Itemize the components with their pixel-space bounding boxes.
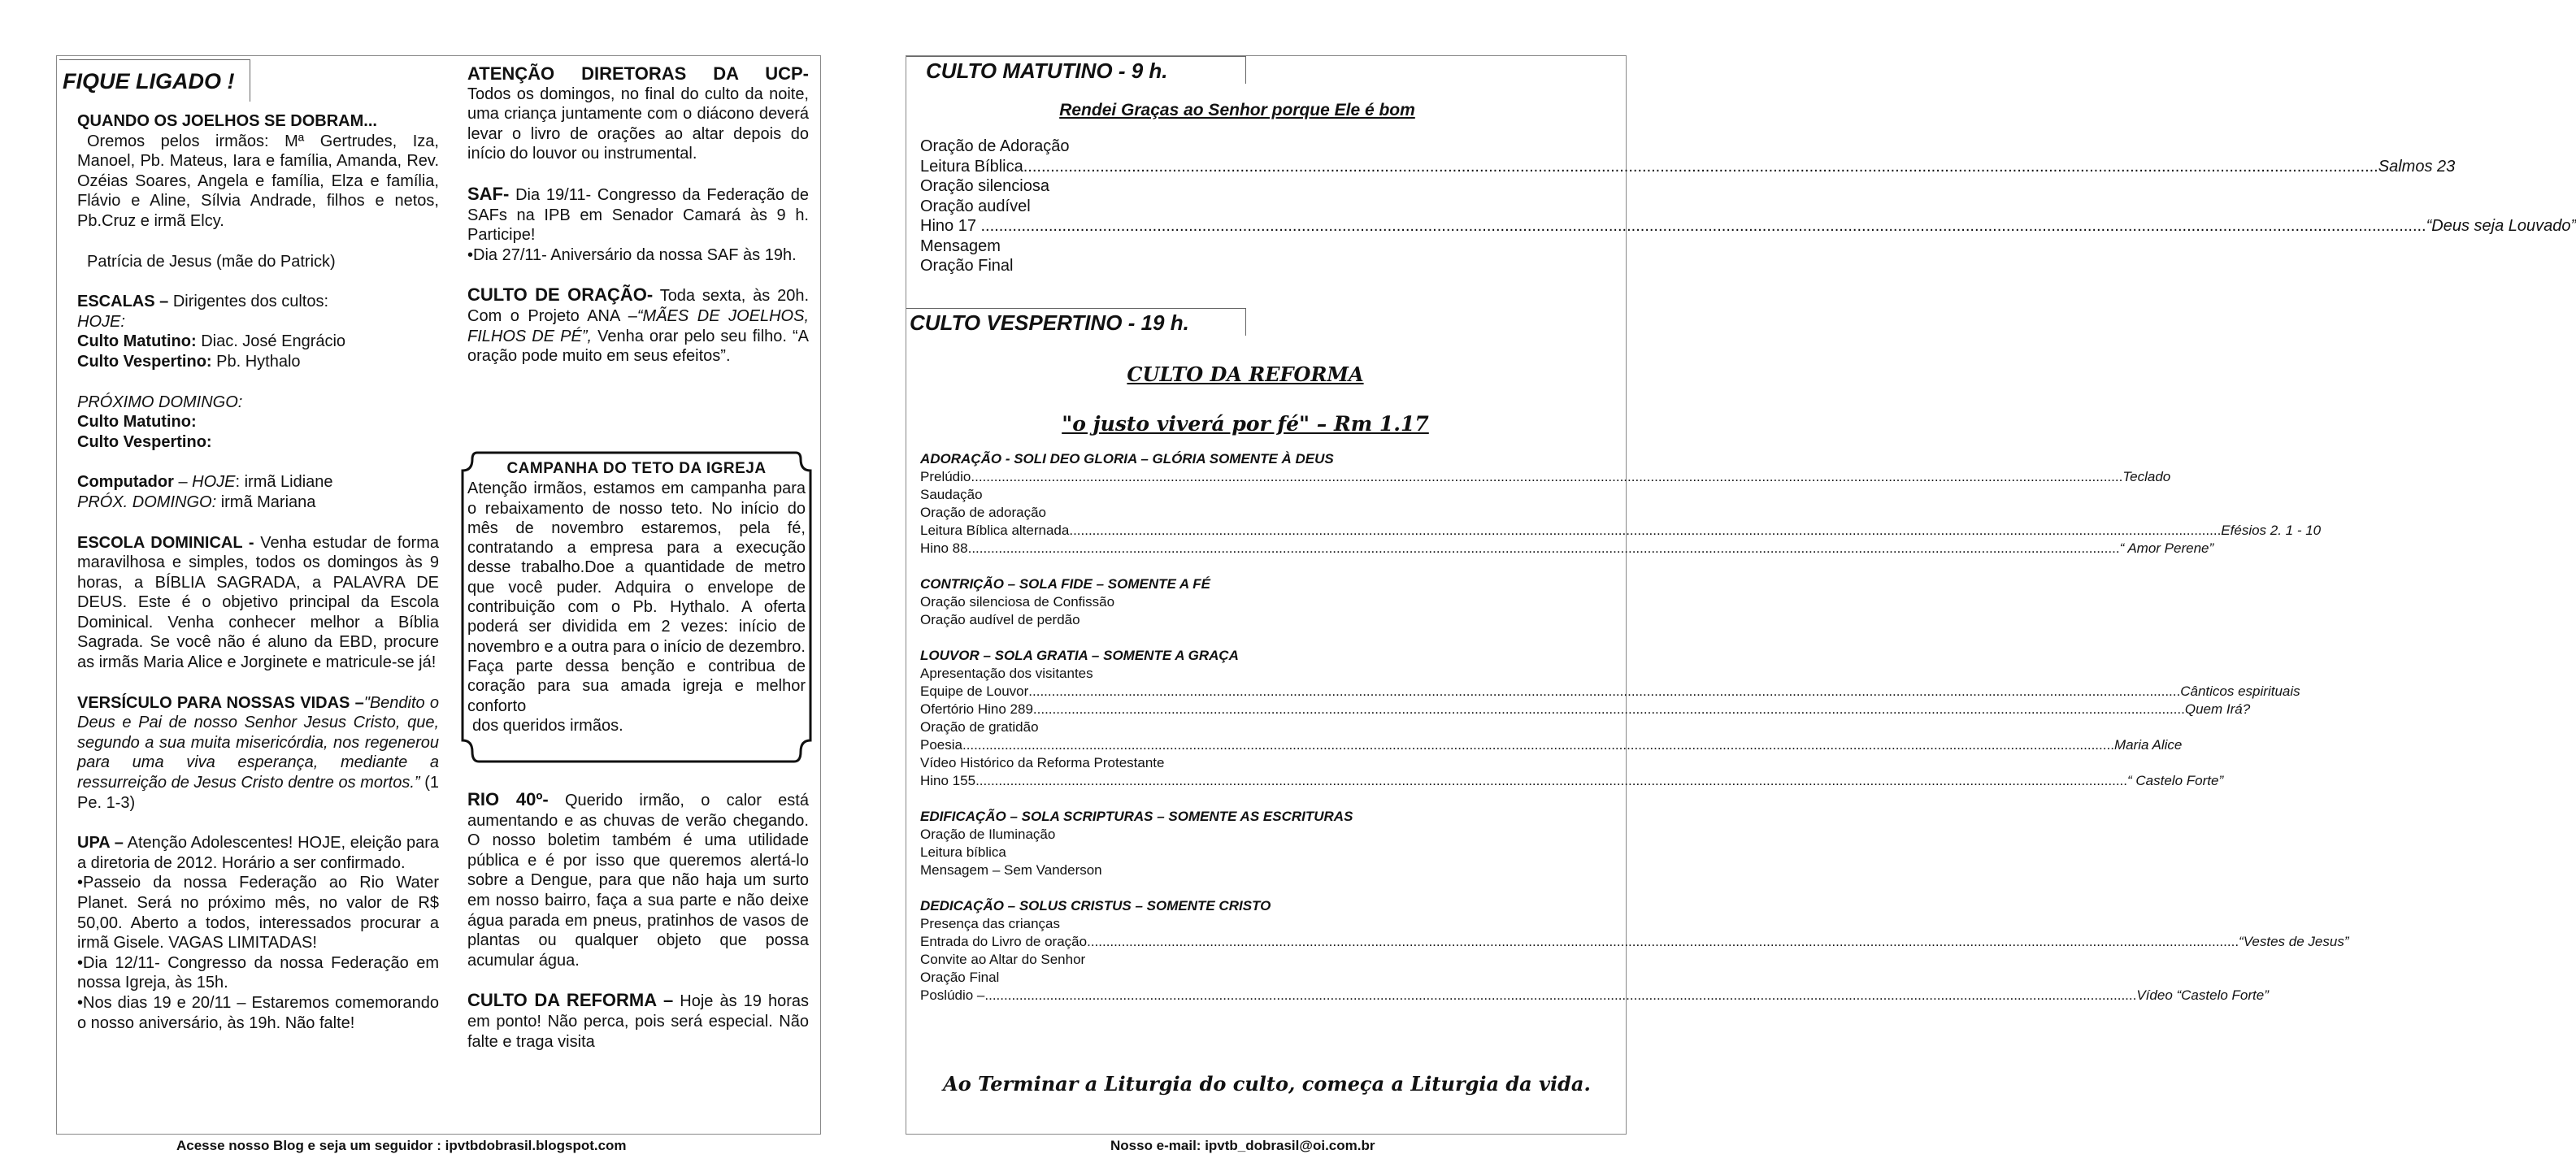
saf-title: SAF- <box>467 183 510 204</box>
rio-title: RIO 40º- <box>467 789 549 809</box>
computador-prox: PRÓX. DOMINGO: <box>77 493 217 511</box>
upa-bullet-3: •Nos dias 19 e 20/11 – Estaremos comemorando o nosso aniversário, às 19h. Não falte! <box>77 993 439 1032</box>
order-item-label: Oração audível de perdão <box>920 612 1080 627</box>
blog-footer: Acesse nosso Blog e seja um seguidor : ipvtbdobrasil.blogspot.com <box>176 1138 627 1153</box>
order-item-label: Presença das crianças <box>920 916 1060 931</box>
liturgy-section-title: EDIFICAÇÃO – SOLA SCRIPTURAS – SOMENTE AS ESCRITURAS <box>920 809 1353 824</box>
order-item-label: Hino 155 <box>920 773 976 788</box>
order-item-label: Hino 17 .................... <box>920 217 1071 235</box>
leader-dots: ............................................................................................................................................................................................................................................................................................................ <box>1023 157 2378 176</box>
order-item <box>920 736 2183 754</box>
computador-hoje-value: : irmã Lidiane <box>235 473 333 492</box>
liturgy-section-title: LOUVOR – SOLA GRATIA – SOMENTE A GRAÇA <box>920 648 1239 663</box>
email-footer: Nosso e-mail: ipvtb_dobrasil@oi.com.br <box>1110 1138 1375 1153</box>
order-item-value: Quem Irá? <box>2184 701 2251 717</box>
order-item <box>920 969 1558 987</box>
matutino-banner: CULTO MATUTINO - 9 h. <box>906 56 1246 84</box>
leader-dots: ............................................................................................................................................................................................................................................................................................................ <box>984 987 2137 1003</box>
ucp-title: ATENÇÃO DIRETORAS DA UCP- <box>467 63 809 84</box>
reforma-culto-title: CULTO DA REFORMA <box>1127 362 1364 386</box>
versiculo-ref: (1 Pe. 1-3) <box>77 774 439 812</box>
oracao-quote: “MÃES DE JOELHOS, FILHOS DE PÉ”, <box>467 306 809 345</box>
versiculo-quote: "Bendito o Deus e Pai de nosso Senhor Jesus Cristo, que, segundo a sua muita misericórdia, nos regenerou para uma viva esperança, mediante a ressurreição de Jesus Cristo dentre os mortos.” <box>77 693 439 792</box>
leader-dots: ............................................................................................................................................................................................................................................................................................................ <box>1028 683 2181 699</box>
order-item <box>920 522 2322 540</box>
rio-text: Querido irmão, o calor está aumentando e as chuvas de verão chegando. O nosso boletim também é uma utilidade pública e é por isso que queremos alertá-lo sobre a Dengue, para que não haja um surto em nosso bairro, faça a sua parte e não deixe água parada em pneus, pratinhos de vasos de plantas ou qualquer objeto que possa acumular água. <box>467 792 809 970</box>
upa-bullet-1: •Passeio da nossa Federação ao Rio Water Planet. Será no próximo mês, no valor de R$ 50,00. Aberto a todos, interessados procurar a irmã Gisele. VAGAS LIMITADAS! <box>77 874 439 953</box>
left-column <box>77 111 439 1033</box>
fique-ligado-heading: FIQUE LIGADO ! <box>59 59 250 102</box>
order-item <box>920 197 1546 217</box>
order-item <box>920 826 1558 844</box>
order-item <box>920 683 2300 701</box>
order-item-label: Oração de Iluminação <box>920 827 1056 842</box>
order-item-label: Mensagem – Sem Vanderson <box>920 862 1102 878</box>
order-item-label: Poslúdio – <box>920 987 985 1003</box>
order-item-label: Equipe de Louvor <box>920 683 1029 699</box>
oracao-title: CULTO DE ORAÇÃO- <box>467 284 654 306</box>
left-page <box>56 55 821 1135</box>
liturgy-order <box>920 450 2349 1005</box>
leader-dots: ............................................................................................................................................................................................................................................................................................................ <box>962 737 2114 753</box>
reforma-verse: "o justo viverá por fé" – Rm 1.17 <box>1062 412 1429 436</box>
computador-label: Computador <box>77 473 174 492</box>
order-item-label: Oração Final <box>920 257 1014 275</box>
saf-section <box>467 184 809 265</box>
computador-dash: – <box>178 473 188 492</box>
right-page <box>906 55 2576 1135</box>
order-item-label: Oração silenciosa de Confissão <box>920 594 1115 610</box>
order-item-label: Oração de Adoração <box>920 137 1070 155</box>
oracao-text-2: Venha orar pelo seu filho. “A oração pode muito em seus efeitos”. <box>467 327 810 366</box>
prayer-section <box>77 111 439 232</box>
ucp-text: Todos os domingos, no final do culto da noite, uma criança juntamente com o diácono deverá levar o livro de orações ao altar depois do início do louvor ou instrumental. <box>467 85 809 163</box>
reforma-title: CULTO DA REFORMA – <box>467 990 674 1011</box>
saf-text: Dia 19/11- Congresso da Federação de SAFs na IPB em Senador Camará às 9 h. Participe! <box>467 185 810 245</box>
escalas-title: ESCALAS – <box>77 293 169 311</box>
campanha-content <box>467 459 806 736</box>
escola-section <box>77 533 439 673</box>
order-item-value: Efésios 2. 1 - 10 <box>2221 523 2322 538</box>
liturgy-section-title: CONTRIÇÃO – SOLA FIDE – SOMENTE A FÉ <box>920 576 1211 592</box>
liturgy-section-title: DEDICAÇÃO – SOLUS CRISTUS – SOMENTE CRISTO <box>920 898 1271 913</box>
order-item-label: Prelúdio <box>920 469 971 484</box>
escalas-subtitle: Dirigentes dos cultos: <box>172 293 329 311</box>
order-item-value: “ Amor Perene” <box>2119 540 2214 556</box>
escala-vespertino-value: Pb. Hythalo <box>216 352 301 371</box>
campanha-title: CAMPANHA DO TETO DA IGREJA <box>506 460 767 477</box>
escola-title: ESCOLA DOMINICAL - <box>77 533 254 552</box>
order-item <box>920 611 1558 629</box>
saf-bullet-1: •Dia 27/11- Aniversário da nossa SAF às 19h. <box>467 245 797 264</box>
order-item <box>920 915 1558 933</box>
versiculo-section <box>77 693 439 814</box>
order-item <box>920 486 1558 504</box>
escalas-hoje: HOJE: <box>77 312 125 331</box>
escala-prox-matutino: Culto Matutino: <box>77 413 197 432</box>
matutino-order <box>920 137 2576 276</box>
escala-prox-vespertino: Culto Vespertino: <box>77 432 212 451</box>
order-item <box>920 157 2456 177</box>
order-item-value: Teclado <box>2122 469 2171 484</box>
leader-dots: ............................................................................................................................................................................................................................................................................................................ <box>971 469 2123 484</box>
order-item-label: Leitura bíblica <box>920 844 1006 860</box>
order-item-value: Cânticos espirituais <box>2180 683 2300 699</box>
right-column <box>467 64 809 387</box>
order-item <box>920 951 1558 969</box>
oracao-section <box>467 285 809 366</box>
order-item-label: Hino 88 <box>920 540 968 556</box>
order-item-value: “Deus seja Louvado” <box>2426 217 2576 235</box>
matutino-theme: Rendei Graças ao Senhor porque Ele é bom <box>1059 101 1415 119</box>
ucp-section <box>467 64 809 164</box>
prayer-text: Oremos pelos irmãos: Mª Gertrudes, Iza, Manoel, Pb. Mateus, Iara e família, Amanda, Rev. Ozéias Soares, Angela e família, Elza e família, Flávio e Aline, Sílvia Andrade, filhos e netos, Pb.Cruz e irmã Elcy. <box>77 132 439 230</box>
order-item <box>920 754 1558 772</box>
computador-section <box>77 472 439 512</box>
escala-vespertino-label: Culto Vespertino: <box>77 352 212 371</box>
leader-dots: ............................................................................................................................................................................................................................................................................................................ <box>1071 217 2426 235</box>
order-item <box>920 504 1558 522</box>
leader-dots: ............................................................................................................................................................................................................................................................................................................ <box>1032 701 2185 717</box>
order-item-label: Mensagem <box>920 237 1001 255</box>
order-item-label: Saudação <box>920 487 983 502</box>
order-item-value: “Vestes de Jesus” <box>2239 934 2349 949</box>
versiculo-title: VERSÍCULO PARA NOSSAS VIDAS – <box>77 693 364 712</box>
order-item <box>920 468 2171 486</box>
escalas-proximo: PRÓXIMO DOMINGO: <box>77 393 243 411</box>
leader-dots: ............................................................................................................................................................................................................................................................................................................ <box>975 773 2128 788</box>
leader-dots: ............................................................................................................................................................................................................................................................................................................ <box>967 540 2120 556</box>
order-item <box>920 861 1558 879</box>
order-item-label: Apresentação dos visitantes <box>920 666 1093 681</box>
computador-prox-value: irmã Mariana <box>220 493 316 511</box>
order-item <box>920 237 1546 257</box>
order-item-label: Oração audível <box>920 197 1031 215</box>
order-item <box>920 718 1558 736</box>
escala-matutino-label: Culto Matutino: <box>77 332 197 351</box>
reforma-text: Hoje às 19 horas em ponto! Não perca, pois será especial. Não falte e traga visita <box>467 992 810 1051</box>
vespertino-body <box>920 362 2349 1005</box>
upa-section <box>77 833 439 1033</box>
upa-text: Atenção Adolescentes! HOJE, eleição para a diretoria de 2012. Horário a ser confirmado. <box>77 834 439 872</box>
vespertino-banner: CULTO VESPERTINO - 19 h. <box>906 308 1246 336</box>
order-item-label: Leitura Bíblica alternada <box>920 523 1070 538</box>
order-item <box>920 701 2251 718</box>
order-item <box>920 933 2349 951</box>
order-item-label: Convite ao Altar do Senhor <box>920 952 1086 967</box>
reforma-section <box>467 991 809 1052</box>
order-item-value: Vídeo “Castelo Forte” <box>2136 987 2269 1003</box>
order-item-value: Maria Alice <box>2113 737 2183 753</box>
liturgy-section-title: ADORAÇÃO - SOLI DEO GLORIA – GLÓRIA SOMENTE À DEUS <box>920 451 1334 466</box>
matutino-body <box>920 101 2576 276</box>
campanha-last: dos queridos irmãos. <box>472 716 623 735</box>
campanha-text: Atenção irmãos, estamos em campanha para o rebaixamento de nosso teto. No início do mês de novembro estaremos, pela fé, contratando a empresa para a execução desse trabalho.Doe a quantidade de metro que você puder. Adquira o envelope de contribuição com o Pb. Hythalo. A oferta poderá ser dividida em 2 vezes: início de novembro e a outra para o início de dezembro. Faça parte dessa benção e contribua de coração para sua amada igreja e melhor conforto <box>467 480 806 715</box>
order-item <box>920 772 2224 790</box>
order-item-label: Oração silenciosa <box>920 177 1049 195</box>
order-item <box>920 137 1546 157</box>
right-column-lower <box>467 790 809 1052</box>
closing-phrase: Ao Terminar a Liturgia do culto, começa a Liturgia da vida. <box>943 1072 1591 1096</box>
order-item <box>920 987 2269 1005</box>
order-item <box>920 665 1558 683</box>
prayer-title: QUANDO OS JOELHOS SE DOBRAM... <box>77 112 377 130</box>
leader-dots: ............................................................................................................................................................................................................................................................................................................ <box>1069 523 2222 538</box>
order-item-value: “ Castelo Forte” <box>2127 773 2224 788</box>
order-item-label: Vídeo Histórico da Reforma Protestante <box>920 755 1165 770</box>
order-item-value: Salmos 23 <box>2378 157 2456 176</box>
computador-hoje: HOJE <box>192 473 236 492</box>
order-item <box>920 216 2576 237</box>
campanha-box <box>461 451 812 765</box>
escalas-section <box>77 292 439 452</box>
escola-text: Venha estudar de forma maravilhosa e simples, todos os domingos às 9 horas, a BÍBLIA SAGRADA, a PALAVRA DE DEUS. Este é o objetivo principal da Escola Dominical. Venha conhecer melhor a Bíblia Sagrada. Se você não é aluno da EBD, procure as irmãs Maria Alice e Jorginete e matricule-se já! <box>77 533 439 672</box>
prayer-extra: Patrícia de Jesus (mãe do Patrick) <box>87 252 336 271</box>
order-item-label: Leitura Bíblica <box>920 157 1023 176</box>
order-item-label: Ofertório Hino 289 <box>920 701 1033 717</box>
escala-matutino-value: Diac. José Engrácio <box>201 332 346 351</box>
leader-dots: ............................................................................................................................................................................................................................................................................................................ <box>1087 934 2239 949</box>
upa-title: UPA – <box>77 834 124 853</box>
order-item <box>920 176 1546 197</box>
order-item <box>920 844 1558 861</box>
order-item <box>920 540 2214 558</box>
oracao-text-1: Toda sexta, às 20h. Com o Projeto ANA – <box>467 287 809 325</box>
rio-section <box>467 790 809 970</box>
upa-bullet-2: •Dia 12/11- Congresso da nossa Federação em nossa Igreja, às 15h. <box>77 953 439 992</box>
order-item-label: Oração Final <box>920 970 1000 985</box>
order-item-label: Oração de adoração <box>920 505 1046 520</box>
order-item-label: Oração de gratidão <box>920 719 1039 735</box>
order-item-label: Entrada do Livro de oração <box>920 934 1088 949</box>
order-item <box>920 593 1558 611</box>
order-item <box>920 256 1546 276</box>
order-item-label: Poesia <box>920 737 962 753</box>
